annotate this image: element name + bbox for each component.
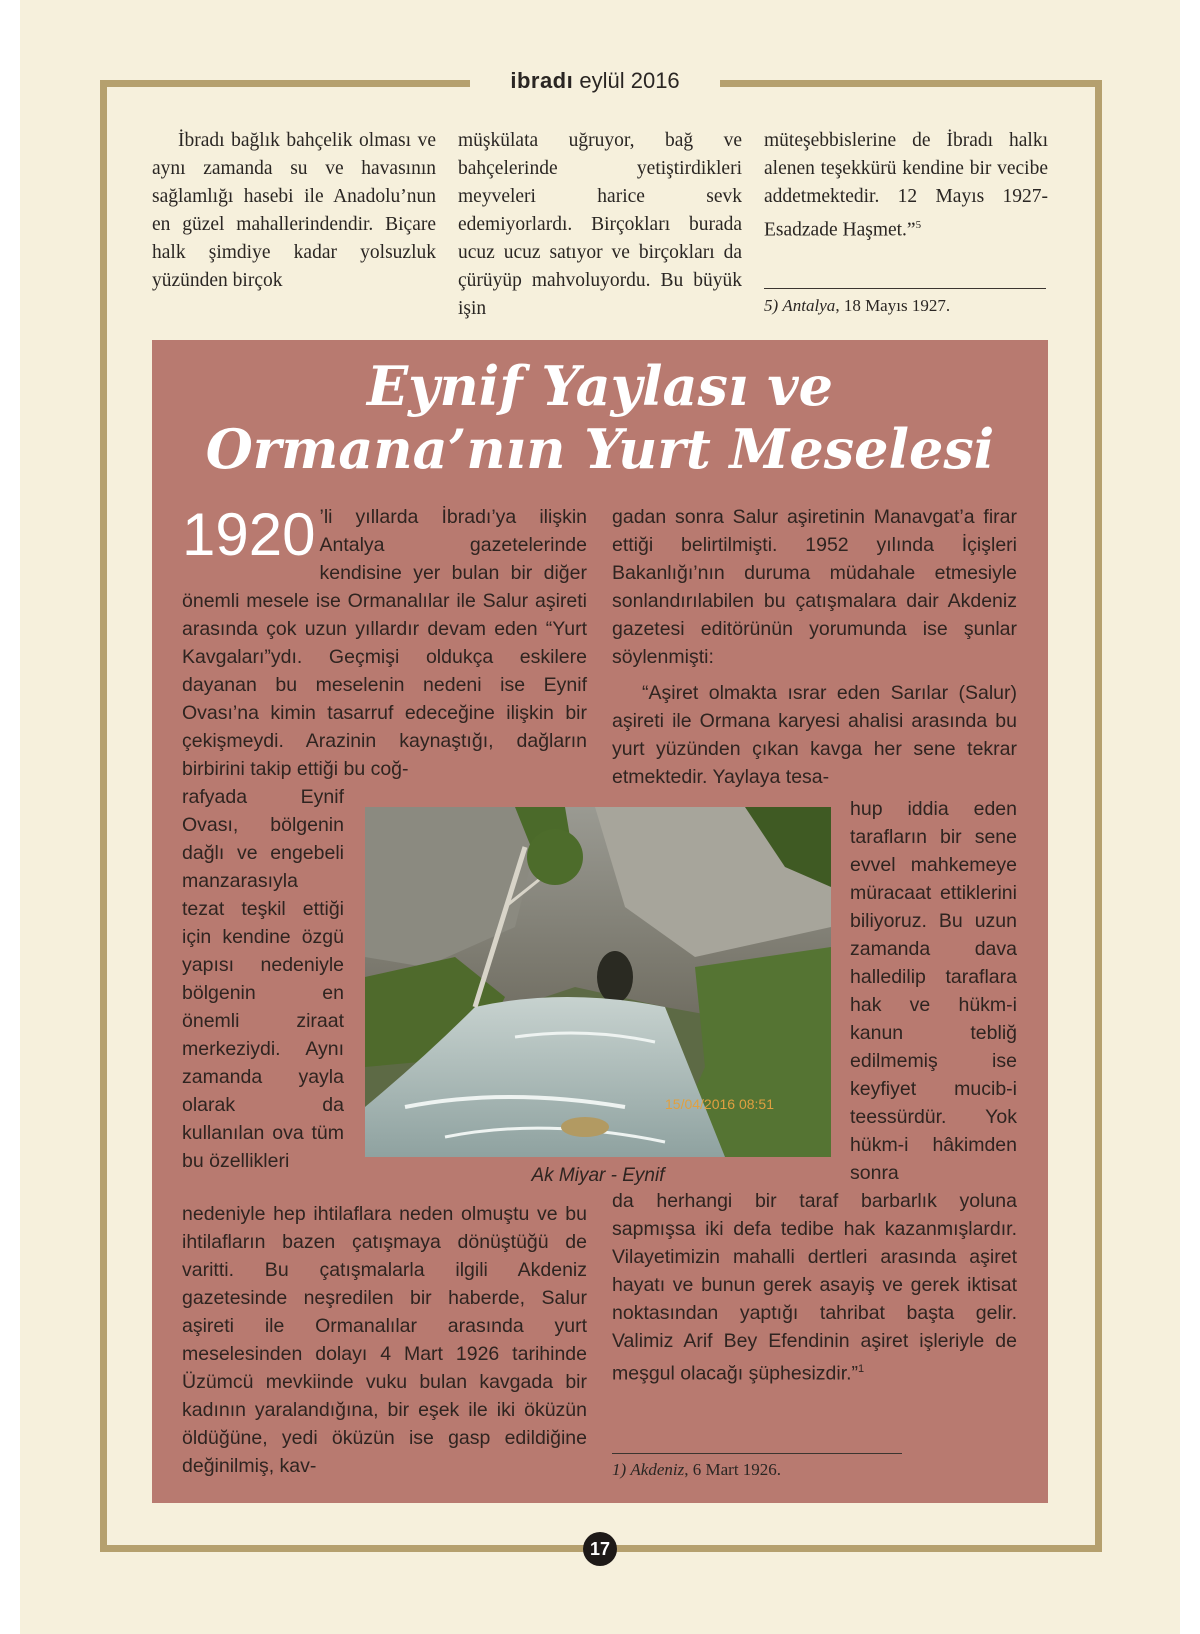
footnote-divider-bottom — [612, 1453, 902, 1454]
running-header — [470, 64, 720, 98]
footnote-5-num: 5) — [764, 296, 779, 315]
top-column-3 — [764, 127, 1048, 245]
article-right-intro — [612, 503, 1017, 791]
footnote-1 — [612, 1460, 781, 1480]
right-quote-text: “Aşiret olmakta ısrar eden Sarılar (Salur) aşireti ile Ormana karyesi ahalisi arasında bu yurt yüzünden çıkan kavga her sene tekrar etmektedir. Yaylaya tesa- — [612, 682, 1017, 788]
dropcap-year: 1920 — [182, 501, 316, 568]
article-right-narrow: hup iddia eden tarafların bir sene evvel mahkemeye müracaat ettiklerini biliyoruz. Bu uzun zamanda dava halledilip taraflara hak ve hükm-i kanun tebliğ edilmemiş ise keyfiyet mucib-i teessürdür. Yok hükm-i hâkimden sonra — [850, 798, 1017, 1184]
article-title-line1: Eynif Yaylası ve — [366, 354, 833, 418]
right-bottom-text: da herhangi bir taraf barbarlık yoluna sapmışsa iki defa tedibe hak kazanmışlardır. Vilayetimizin mahalli dertleri arasında aşiret hayatı ve bunun gerek asayiş ve gerek iktisat noktasından yaptığı tahribat başta gelir. Valimiz Arif Bey Efendinin aşiret işleriyle de meşgul olacağı şüphesizdir.” — [612, 1190, 1017, 1385]
right-intro-text: gadan sonra Salur aşiretinin Manavgat’a firar ettiği belirtilmişti. 1952 yılında İçişleri Bakanlığı’nın duruma müdahale etmesiyle sonlandırılabilen bu çatışmalara dair Akdeniz gazetesi editörünün yorumunda ise şunlar söylenmişti: — [612, 506, 1017, 668]
river-photo — [365, 807, 831, 1157]
photo-timestamp: 15/04/2016 08:51 — [665, 1096, 774, 1112]
article-title — [152, 355, 1048, 481]
magazine-brand: ibradı — [510, 68, 574, 93]
footnote-1-date: , 6 Mart 1926. — [684, 1460, 782, 1479]
top-column-1: İbradı bağlık bahçelik olması ve aynı zamanda su ve havasının sağlamlığı hasebi ile Anadolu’nun en güzel mahallerindendir. Biçare halk şimdiye kadar yolsuzluk yüzünden birçok — [152, 130, 436, 291]
footnote-divider-top — [764, 288, 1046, 289]
footnote-5-source: Antalya — [782, 296, 836, 315]
left-intro-text: ’li yıllarda İbradı’ya ilişkin Antalya gazetelerinde kendisine yer bulan bir diğer önemli mesele ise Ormanalılar ile Salur aşireti arasında çok uzun yıllardır devam eden “Yurt Kavgaları”ydı. Geçmişi oldukça eskilere dayanan bu meselenin nedeni ise Eynif Ovası’na kimin tasarruf edeceğine ilişkin bir çekişmeydi. Arazinin kaynaştığı, dağların birbirini takip ettiği bu coğ- — [182, 506, 587, 780]
footnote-5 — [764, 296, 950, 316]
river-scene-image — [365, 807, 831, 1157]
footnote-1-source: Akdeniz — [630, 1460, 685, 1479]
footnote-ref-1: 1 — [858, 1363, 865, 1375]
top-column-2: müşkülata uğruyor, bağ ve bahçelerinde yetiştirdikleri meyveleri harice sevk edemiyorlardı. Birçokları burada ucuz ucuz satıyor ve birçokları da çürüyüp mahvoluyordu. Bu büyük işin — [458, 130, 742, 319]
top-column-3-text: müteşebbislerine de İbradı halkı alenen teşekkürü kendine bir vecibe addetmektedir. 12 Mayıs 1927-Esadzade Haşmet.” — [764, 130, 1048, 241]
footnote-5-date: , 18 Mayıs 1927. — [835, 296, 951, 315]
footnote-1-num: 1) — [612, 1460, 627, 1479]
article-left-bottom: nedeniyle hep ihtilaflara neden olmuştu ve bu ihtilafların bazen çatışmaya dönüştüğü de varitti. Bu çatışmalarla ilgili Akdeniz gazetesinde neşredilen bir haberde, Salur aşireti ile Ormanalılar arasında yurt meselesinden dolayı 4 Mart 1926 tarihinde Üzümcü mevkiinde vuku bulan kavgada bir kadının yaralandığına, bir eşek ile iki öküzün öldüğüne, yedi öküzün ise gasp edildiğine değinilmiş, kav- — [182, 1203, 587, 1477]
footnote-ref-5: 5 — [915, 219, 922, 231]
article-left-intro — [182, 503, 587, 783]
article-left-narrow: rafyada Eynif Ovası, bölgenin dağlı ve engebeli manzarasıyla tezat teşkil ettiği için kendine özgü yapısı nedeniyle bölgenin en önemli ziraat merkeziydi. Aynı zamanda yayla olarak da kullanılan ova tüm bu özellikleri — [182, 786, 344, 1172]
article-title-line2: Ormana’nın Yurt Meselesi — [205, 417, 995, 481]
article-right-bottom — [612, 1187, 1017, 1388]
photo-caption: Ak Miyar - Eynif — [531, 1165, 665, 1186]
issue-date: eylül 2016 — [579, 68, 680, 93]
page-number: 17 — [583, 1532, 617, 1566]
